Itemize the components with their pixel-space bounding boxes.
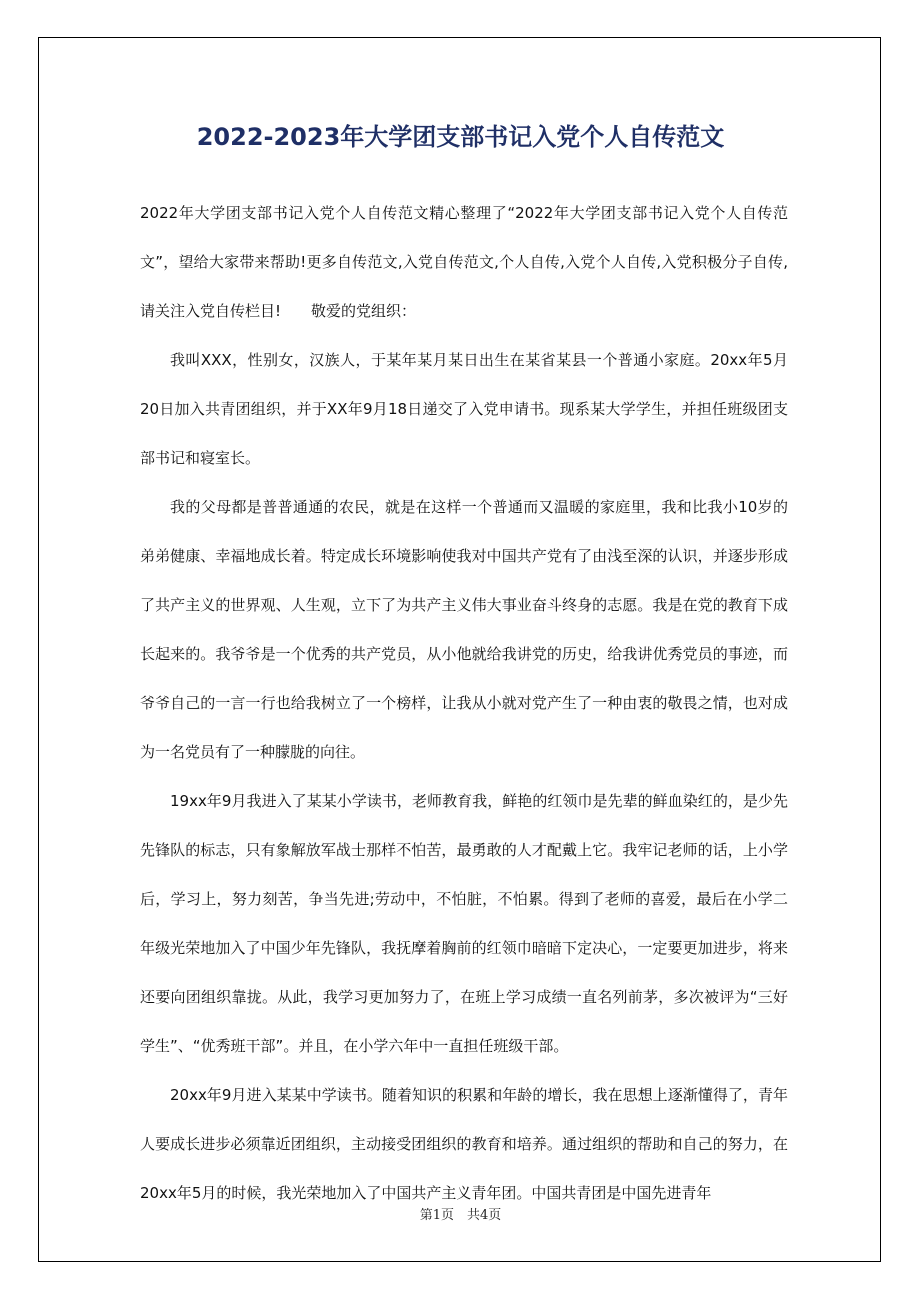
- paragraph-family: 我的父母都是普普通通的农民，就是在这样一个普通而又温暖的家庭里，我和比我小10岁的弟弟健康、幸福地成长着。特定成长环境影响使我对中国共产党有了由浅至深的认识，并逐步形成了共产主义的世界观、人生观，立下了为共产主义伟大事业奋斗终身的志愿。我是在党的教育下成长起来的。我爷爷是一个优秀的共产党员，从小他就给我讲党的历史，给我讲优秀党员的事迹，而爷爷自己的一言一行也给我树立了一个榜样，让我从小就对党产生了一种由衷的敬畏之情，也对成为一名党员有了一种朦胧的向往。: [140, 498, 788, 761]
- document-body: [140, 189, 788, 1218]
- paragraph-primary-school: 19xx年9月我进入了某某小学读书，老师教育我，鲜艳的红领巾是先辈的鲜血染红的，是少先先锋队的标志，只有象解放军战士那样不怕苦，最勇敢的人才配戴上它。我牢记老师的话，上小学后，学习上，努力刻苦，争当先进;劳动中，不怕脏，不怕累。得到了老师的喜爱，最后在小学二年级光荣地加入了中国少年先锋队，我抚摩着胸前的红领巾暗暗下定决心，一定要更加进步，将来还要向团组织靠拢。从此，我学习更加努力了，在班上学习成绩一直名列前茅，多次被评为“三好学生”、“优秀班干部”。并且，在小学六年中一直担任班级干部。: [140, 792, 788, 1055]
- paragraph-personal-info: 我叫XXX，性别女，汉族人，于某年某月某日出生在某省某县一个普通小家庭。20xx年5月20日加入共青团组织，并于XX年9月18日递交了入党申请书。现系某大学学生，并担任班级团支部书记和寝室长。: [140, 351, 788, 467]
- paragraph-middle-school: 20xx年9月进入某某中学读书。随着知识的积累和年龄的增长，我在思想上逐渐懂得了，青年人要成长进步必须靠近团组织，主动接受团组织的教育和培养。通过组织的帮助和自己的努力，在20xx年5月的时候，我光荣地加入了中国共产主义青年团。中国共青团是中国先进青年: [140, 1086, 788, 1202]
- document-title: 2022-2023年大学团支部书记入党个人自传范文: [196, 123, 725, 151]
- paragraph-intro: 2022年大学团支部书记入党个人自传范文精心整理了“2022年大学团支部书记入党个人自传范文”，望给大家带来帮助!更多自传范文,入党自传范文,个人自传,入党个人自传,入党积极分子自传,请关注入党自传栏目! 敬爱的党组织：: [140, 204, 788, 320]
- page-number-footer: 第1页 共4页: [419, 1208, 502, 1223]
- document-page: [38, 37, 881, 1262]
